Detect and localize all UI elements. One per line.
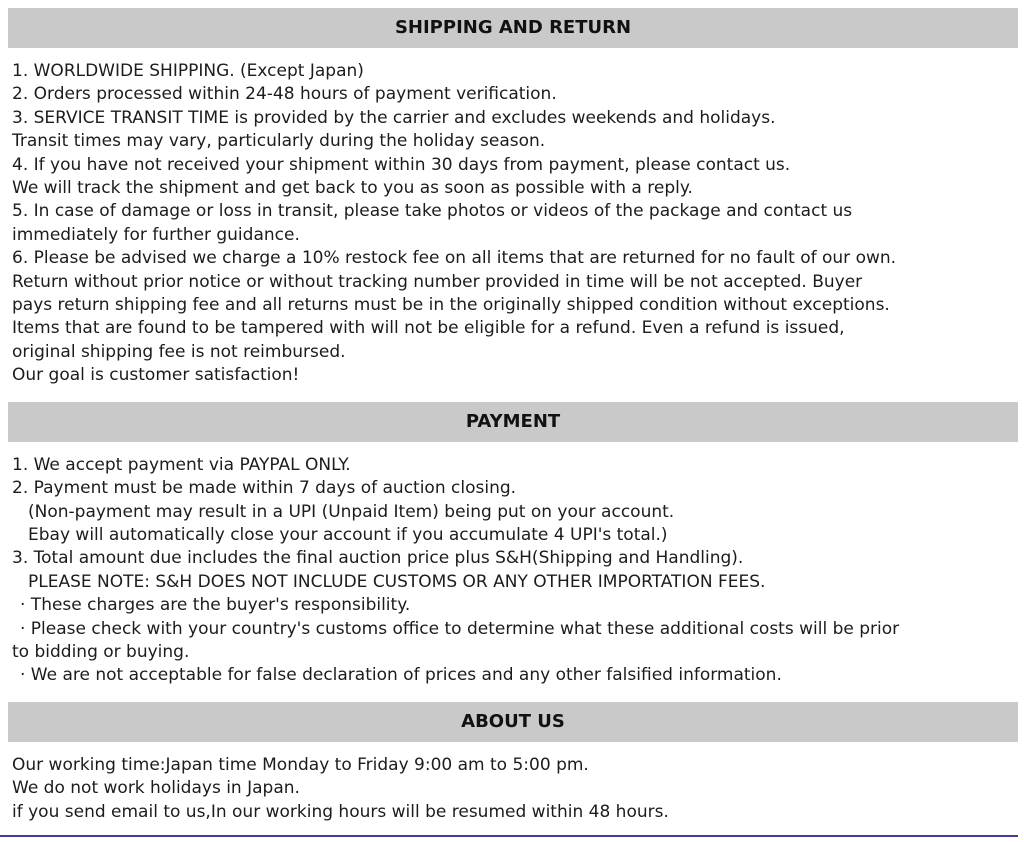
- text-line: Items that are found to be tampered with will not be eligible for a refund. Even a refund is issued,: [12, 318, 845, 339]
- text-line: 6. Please be advised we charge a 10% restock fee on all items that are returned for no fault of our own.: [12, 248, 897, 269]
- section-header-shipping-and-return: SHIPPING AND RETURN: [8, 8, 1018, 48]
- text-line: if you send email to us,In our working hours will be resumed within 48 hours.: [12, 801, 669, 822]
- text-line: 1. WORLDWIDE SHIPPING. (Except Japan): [12, 61, 364, 81]
- section-body: [8, 442, 1018, 688]
- policy-section: [8, 402, 1018, 688]
- text-line: · We are not acceptable for false declaration of prices and any other falsified information.: [20, 665, 782, 686]
- section-body: [8, 48, 1018, 388]
- text-line: original shipping fee is not reimbursed.: [12, 341, 346, 362]
- text-line: Our goal is customer satisfaction!: [12, 365, 300, 386]
- text-line: 3. SERVICE TRANSIT TIME is provided by the carrier and excludes weekends and holidays.: [12, 107, 776, 128]
- text-line: pays return shipping fee and all returns must be in the originally shipped condition without exceptions.: [12, 295, 890, 316]
- text-line: We will track the shipment and get back to you as soon as possible with a reply.: [12, 178, 693, 199]
- text-line: Return without prior notice or without tracking number provided in time will be not accepted. Buyer: [12, 271, 863, 292]
- bottom-divider-line: [0, 835, 1018, 837]
- text-line: Transit times may vary, particularly during the holiday season.: [12, 131, 546, 152]
- text-line: Our working time:Japan time Monday to Friday 9:00 am to 5:00 pm.: [12, 754, 589, 775]
- text-line: 4. If you have not received your shipment within 30 days from payment, please contact us.: [12, 154, 791, 175]
- text-line: 3. Total amount due includes the final auction price plus S&H(Shipping and Handling).: [12, 548, 744, 569]
- text-line: (Non-payment may result in a UPI (Unpaid Item) being put on your account.: [28, 501, 675, 522]
- text-line: 5. In case of damage or loss in transit, please take photos or videos of the package and contact us: [12, 201, 853, 222]
- text-line: 2. Payment must be made within 7 days of auction closing.: [12, 478, 517, 499]
- policy-sections: [8, 8, 1018, 824]
- text-line: 2. Orders processed within 24-48 hours of payment verification.: [12, 84, 557, 105]
- text-line: immediately for further guidance.: [12, 224, 300, 245]
- text-line: Ebay will automatically close your account if you accumulate 4 UPI's total.): [28, 524, 668, 545]
- text-line: PLEASE NOTE: S&H DOES NOT INCLUDE CUSTOMS OR ANY OTHER IMPORTATION FEES.: [28, 571, 766, 592]
- policy-section: [8, 8, 1018, 388]
- text-line: · Please check with your country's customs office to determine what these additional costs will be prior: [20, 618, 900, 639]
- policy-section: [8, 702, 1018, 824]
- text-line: 1. We accept payment via PAYPAL ONLY.: [12, 454, 351, 475]
- text-line: · These charges are the buyer's responsibility.: [20, 595, 411, 616]
- section-header-payment: PAYMENT: [8, 402, 1018, 442]
- text-line: We do not work holidays in Japan.: [12, 778, 300, 799]
- text-line: to bidding or buying.: [12, 641, 190, 662]
- section-body: [8, 742, 1018, 824]
- section-header-about-us: ABOUT US: [8, 702, 1018, 742]
